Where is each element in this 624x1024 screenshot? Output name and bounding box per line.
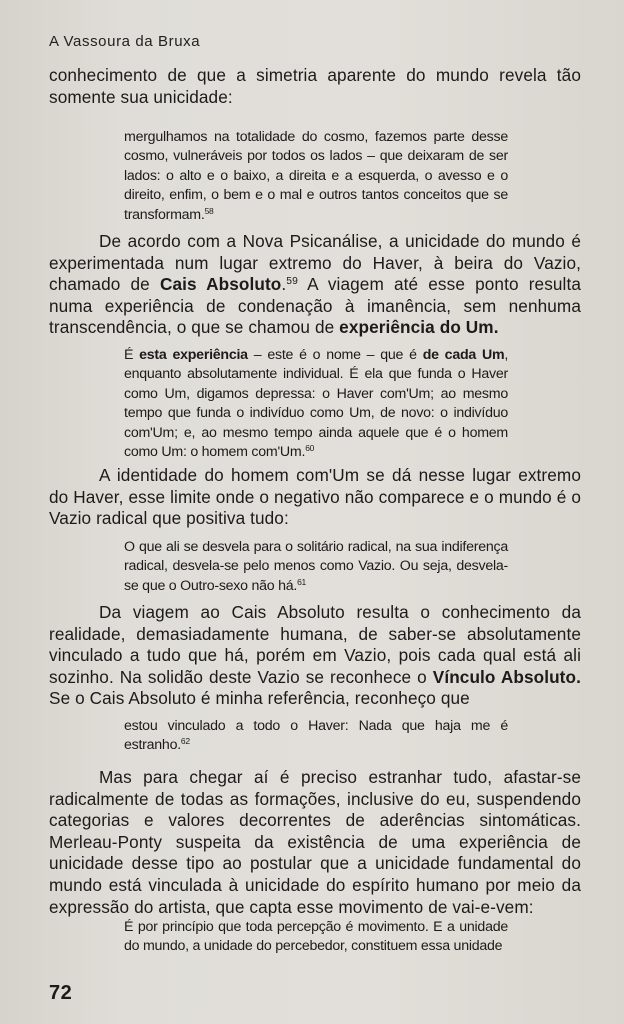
paragraph-4-text: Da viagem ao Cais Absoluto resulta o conhecimento da realidade, demasiadamente humana, de saber-se absolutamente vinculado a tudo que há, porém em Vazio, pois cada qual está ali sozinho. Na solidão deste Vazio se reconhece o	[49, 602, 581, 687]
paragraph-3	[49, 465, 581, 530]
paragraph-2-text-cont: A viagem até esse ponto resulta numa experiência de condenação à imanência, sem nenhuma transcendência, o que se chamou de	[49, 274, 581, 338]
paragraph-3-text: A identidade do homem com'Um se dá nesse lugar extremo do Haver, esse limite onde o negativo não comparece e o mundo é o Vazio radical que positiva tudo:	[49, 465, 581, 529]
term-cais-absoluto: Cais Absoluto	[159, 274, 282, 295]
paragraph-5-text: Mas para chegar aí é preciso estranhar tudo, afastar-se radicalmente de todas as formações, inclusive do eu, suspendendo categorias e valores decorrentes de aderências sintomáticas. Merleau-Ponty suspeita da existência de uma experiência de unicidade desse tipo ao postular que a unicidade fundamental do mundo está vinculada à unicidade do espírito humano por meio da expressão do artista, que capta esse movimento de vai-e-vem:	[49, 767, 581, 917]
footnote-ref-61: 61	[297, 576, 307, 587]
running-head: A Vassoura da Bruxa	[49, 33, 201, 50]
footnote-ref-60: 60	[305, 442, 315, 453]
paragraph-1-text: conhecimento de que a simetria aparente do mundo revela tão somente sua unicidade:	[49, 65, 581, 107]
block-quote-5	[124, 918, 508, 957]
paragraph-4	[49, 602, 581, 710]
footnote-ref-62: 62	[180, 736, 190, 747]
block-quote-4	[124, 717, 508, 756]
quote-1-text: mergulhamos na totalidade do cosmo, fazemos parte desse cosmo, vulneráveis por todos os lados – que deixaram de ser lados: o alto e o baixo, a direita e a esquerda, o avesso e o direito, enfim, o bem e o mal e outros tantos conceitos que se transformam.	[124, 129, 508, 223]
quote-2-text-b: – este é o nome – que é	[247, 347, 423, 363]
footnote-ref-58: 58	[204, 205, 214, 216]
block-quote-2	[124, 346, 508, 462]
paragraph-2-text: De acordo com a Nova Psicanálise, a unicidade do mundo é experimentada num lugar extremo do Haver, à beira do Vazio, chamado de	[49, 231, 581, 295]
term-vinculo-absoluto: Vínculo Absoluto.	[432, 666, 581, 687]
paragraph-2	[49, 231, 581, 339]
quote-2-text: É	[124, 347, 140, 363]
page-number: 72	[49, 982, 73, 1004]
quote-2-bold-2: de cada Um	[422, 347, 505, 363]
quote-2-text-c: , enquanto absolutamente individual. É ela que funda o Haver como Um, digamos depressa: o Haver com'Um; ao mesmo tempo que funda o indivíduo como Um, de novo: o indivíduo com'Um; e, ao mesmo tempo ainda aquele que é o homem como Um: o homem com'Um.	[124, 347, 509, 461]
block-quote-1	[124, 128, 508, 225]
paragraph-2-punct: .	[281, 274, 287, 295]
quote-2-bold-1: esta experiência	[139, 347, 248, 363]
paragraph-5	[49, 767, 581, 918]
quote-3-text: O que ali se desvela para o solitário radical, na sua indiferença radical, desvela-se pelo menos como Vazio. Ou seja, desvela-se que o Outro-sexo não há.	[124, 539, 508, 594]
footnote-ref-59: 59	[286, 276, 298, 287]
block-quote-3	[124, 538, 508, 596]
term-experiencia-do-um: experiência do Um.	[339, 317, 499, 338]
quote-4-text: estou vinculado a todo o Haver: Nada que haja me é estranho.	[124, 718, 508, 754]
quote-5-text: É por princípio que toda percepção é movimento. E a unidade do mundo, a unidade do percebedor, constituem essa unidade	[124, 919, 508, 955]
paragraph-1	[49, 65, 581, 108]
paragraph-4-text-cont: Se o Cais Absoluto é minha referência, reconheço que	[49, 688, 470, 709]
